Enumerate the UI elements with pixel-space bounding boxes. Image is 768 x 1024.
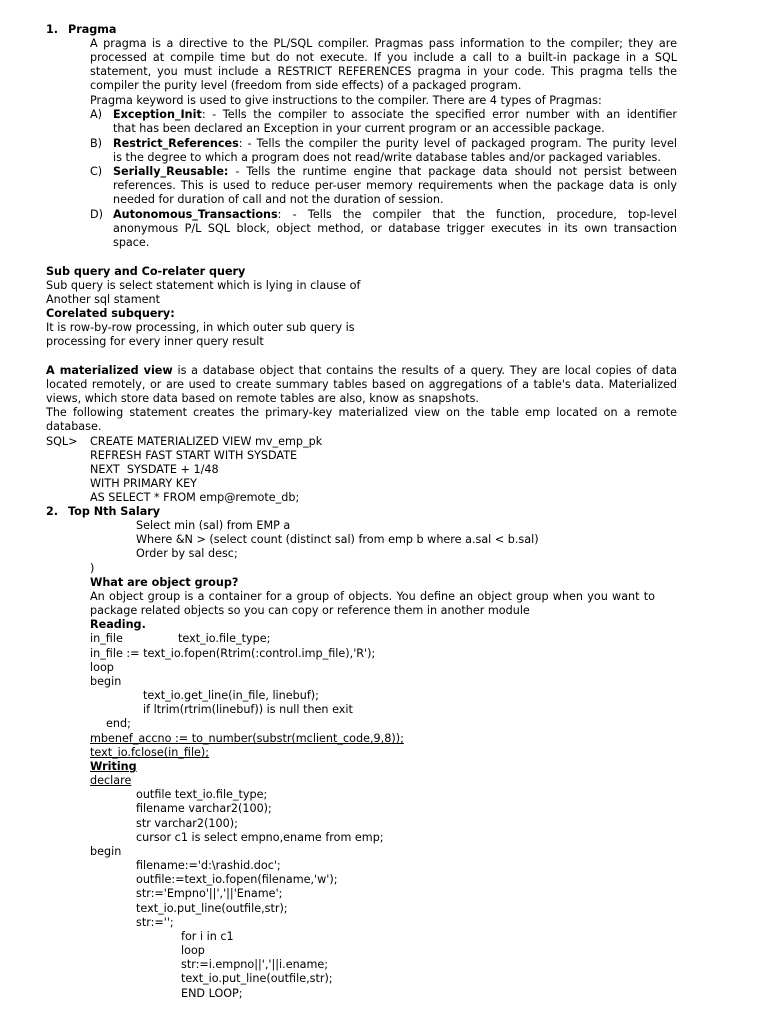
mview-term: A materialized view (46, 364, 173, 377)
code-line: END LOOP; (181, 987, 243, 1000)
list-marker: B) (90, 137, 103, 150)
corelated-line: It is row-by-row processing, in which outer sub query is (46, 321, 355, 334)
pragma-types-intro: Pragma keyword is used to give instructions to the compiler. There are 4 types of Pragmas: (90, 94, 602, 107)
subquery-heading: Sub query and Co-relater query (46, 265, 246, 278)
pragma-paragraph-line: compiler the purity level (freedom from side effects) of a packaged program. (90, 79, 522, 92)
code-line: AS SELECT * FROM emp@remote_db; (90, 491, 300, 504)
pragma-paragraph-line: statement, you must include a RESTRICT REFERENCES pragma in your code. This pragma tells the (90, 65, 677, 78)
pragma-term: Restrict_References (113, 137, 239, 150)
code-line: loop (181, 944, 205, 957)
code-line: if ltrim(rtrim(linebuf)) is null then exit (143, 703, 353, 716)
code-line: str:='Empno'||','||'Ename'; (136, 887, 283, 900)
code-line: Where &N > (select count (distinct sal) from emp b where a.sal < b.sal) (136, 533, 539, 546)
section-number: 1. (46, 23, 59, 36)
pragma-desc-line: needed for duration of call and not the duration of session. (113, 193, 444, 206)
mview-line: views, which store data based on remote tables are also, know as snapshots. (46, 392, 479, 405)
corelated-line: processing for every inner query result (46, 335, 264, 348)
pragma-term: Autonomous_Transactions (113, 208, 278, 221)
pragma-term: Exception_Init (113, 108, 202, 121)
code-line: begin (90, 675, 122, 688)
code-line: text_io.put_line(outfile,str); (181, 972, 333, 985)
code-line: Select min (sal) from EMP a (136, 519, 291, 532)
code-line: cursor c1 is select empno,ename from emp; (136, 831, 384, 844)
subquery-line: Another sql stament (46, 293, 161, 306)
section-number: 2. (46, 505, 59, 518)
code-line: filename:='d:\rashid.doc'; (136, 859, 281, 872)
code-line: end; (106, 717, 131, 730)
code-line-underlined: text_io.fclose(in_file); (90, 746, 210, 759)
mview-desc: is a database object that contains the results of a query. They are local copies of data (172, 364, 677, 377)
code-line: WITH PRIMARY KEY (90, 477, 197, 490)
code-line: loop (90, 661, 114, 674)
pragma-paragraph-line: processed at compile time but do not execute. If you include a call to a built-in package in a SQL (90, 51, 677, 64)
pragma-desc: : - Tells the compiler to associate the specified error number with an identifier (201, 108, 677, 121)
pragma-desc-line: references. This is used to reduce per-user memory requirements when the package data is only (113, 179, 677, 192)
corelated-subquery-heading: Corelated subquery: (46, 307, 175, 320)
code-line: outfile:=text_io.fopen(filename,'w'); (136, 873, 338, 886)
mview-line: The following statement creates the primary-key materialized view on the table emp located on a remote (46, 406, 677, 419)
code-line: declare (90, 774, 132, 787)
subquery-line: Sub query is select statement which is lying in clause of (46, 279, 361, 292)
code-line: REFRESH FAST START WITH SYSDATE (90, 449, 298, 462)
code-line: text_io.file_type; (178, 632, 271, 645)
code-line: filename varchar2(100); (136, 802, 272, 815)
code-line: NEXT SYSDATE + 1/48 (90, 463, 219, 476)
code-line: str:=i.empno||','||i.ename; (181, 958, 329, 971)
pragma-item-autonomous-transactions (113, 208, 677, 222)
code-line: CREATE MATERIALIZED VIEW mv_emp_pk (90, 435, 323, 448)
object-group-heading: What are object group? (90, 576, 239, 589)
pragma-desc-line: that has been declared an Exception in your current program or an accessible package. (113, 122, 605, 135)
code-line: in_file (90, 632, 123, 645)
object-group-line: package related objects so you can copy or reference them in another module (90, 604, 530, 617)
section-title-pragma: Pragma (68, 23, 117, 36)
pragma-item-exception-init (113, 108, 677, 122)
pragma-term: Serially_Reusable: (113, 165, 229, 178)
code-line: Order by sal desc; (136, 547, 238, 560)
code-line: begin (90, 845, 122, 858)
pragma-item-serially-reusable (113, 165, 677, 179)
mview-line: database. (46, 420, 102, 433)
code-line: str:=''; (136, 916, 174, 929)
code-line-underlined: mbenef_accno := to_number(substr(mclient_code,9,8)); (90, 732, 404, 745)
pragma-desc-line: is the degree to which a program does not read/write database tables and/or packaged variables. (113, 151, 661, 164)
writing-heading: Writing (90, 760, 137, 773)
pragma-item-restrict-references (113, 137, 677, 151)
code-line: str varchar2(100); (136, 817, 238, 830)
object-group-line: An object group is a container for a group of objects. You define an object group when you want to (90, 590, 655, 603)
pragma-desc: : - Tells the compiler that the function, procedure, top-level (277, 208, 677, 221)
mview-intro (46, 364, 677, 378)
list-marker: A) (90, 108, 103, 121)
code-line: outfile text_io.file_type; (136, 788, 268, 801)
code-line: in_file := text_io.fopen(Rtrim(:control.imp_file),'R'); (90, 647, 376, 660)
code-line: text_io.get_line(in_file, linebuf); (143, 689, 319, 702)
pragma-desc: : - Tells the compiler the purity level of packaged program. The purity level (238, 137, 677, 150)
code-line: for i in c1 (181, 930, 234, 943)
section-title-top-nth-salary: Top Nth Salary (68, 505, 161, 518)
code-line: text_io.put_line(outfile,str); (136, 902, 288, 915)
pragma-paragraph-line: A pragma is a directive to the PL/SQL compiler. Pragmas pass information to the compiler; they are (90, 37, 677, 50)
mview-line: located remotely, or are used to create summary tables based on aggregations of a table's data. Materialized (46, 378, 677, 391)
pragma-desc: - Tells the runtime engine that package data should not persist between (228, 165, 677, 178)
pragma-desc-line: space. (113, 236, 150, 249)
list-marker: C) (90, 165, 103, 178)
list-marker: D) (90, 208, 103, 221)
reading-heading: Reading. (90, 618, 146, 631)
code-line: ) (90, 562, 95, 575)
sql-prompt: SQL> (46, 435, 78, 448)
pragma-desc-line: anonymous P/L SQL block, object method, or database trigger executes in its own transaction (113, 222, 677, 235)
